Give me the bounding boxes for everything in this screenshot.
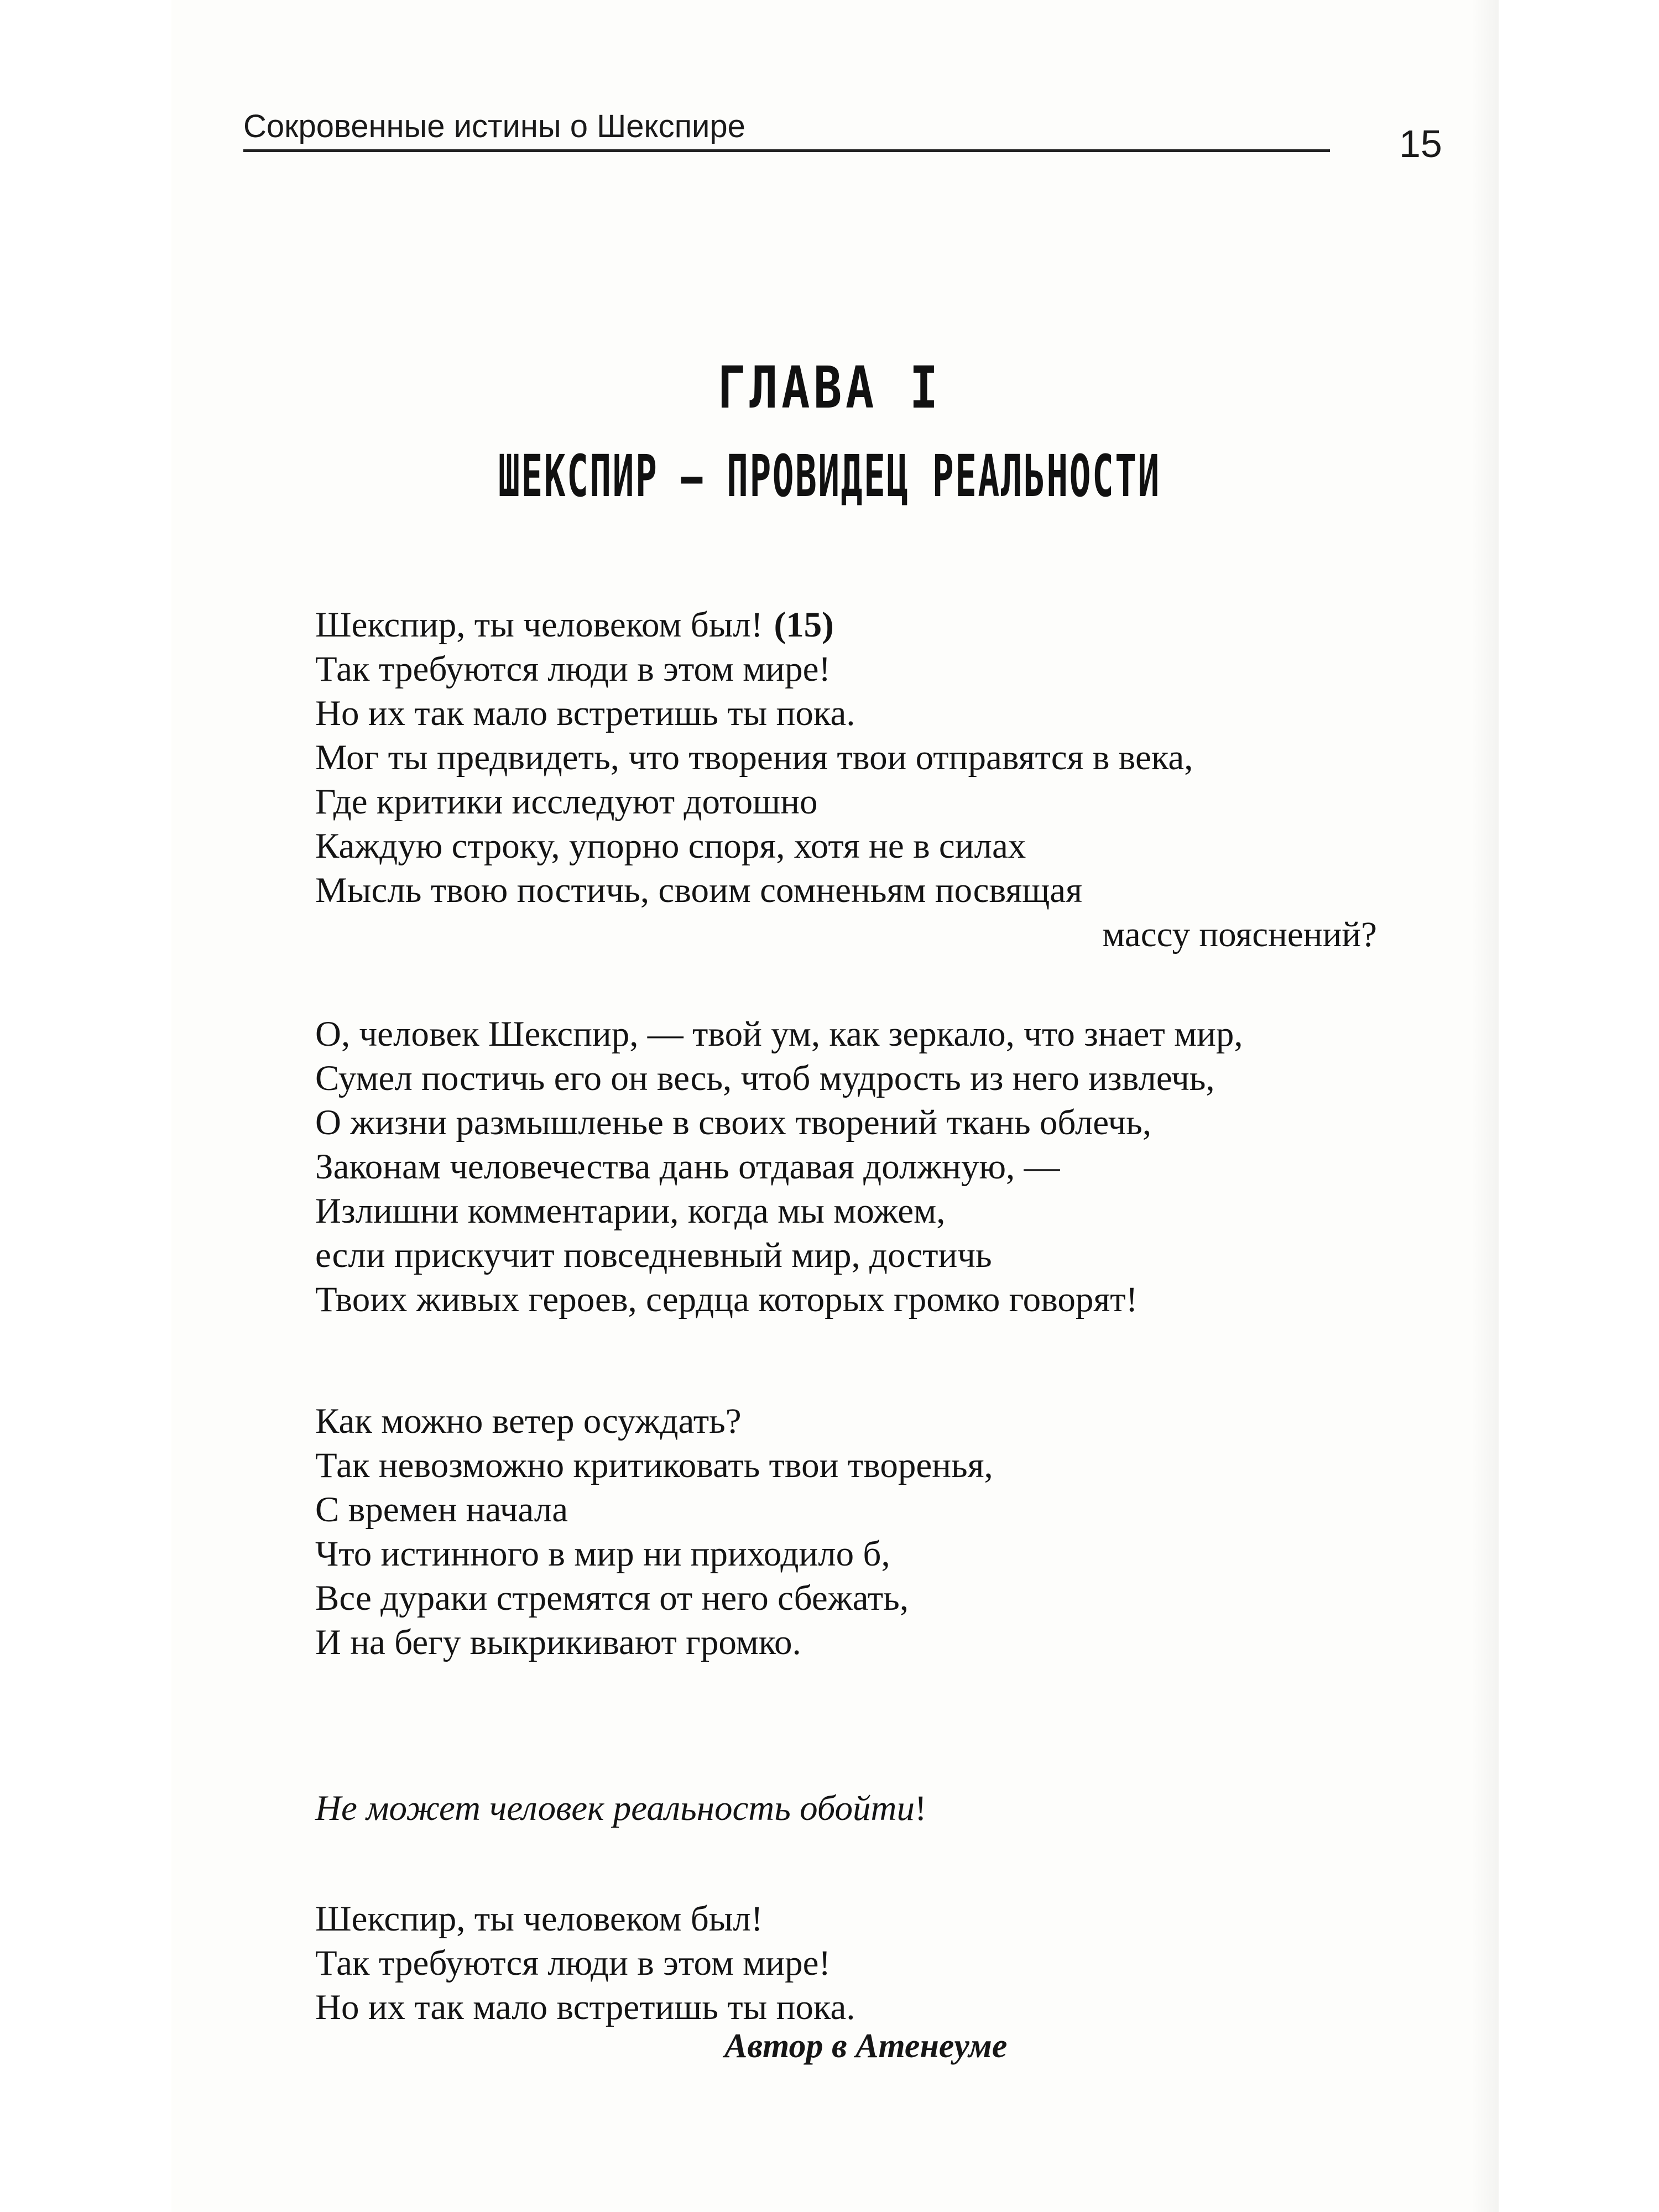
verse-line: С времен начала xyxy=(315,1490,568,1530)
verse-line: Твоих живых героев, сердца которых громко говорят! xyxy=(315,1280,1138,1319)
stanza-3 xyxy=(315,1399,993,1665)
verse-line: Все дураки стремятся от него сбежать, xyxy=(315,1578,909,1618)
footnote-reference: (15) xyxy=(774,605,834,645)
author-signature: Автор в Атенеуме xyxy=(724,2027,1008,2065)
verse-line: Мог ты предвидеть, что творения твои отправятся в века, xyxy=(315,738,1193,778)
running-title: Сокровенные истины о Шекспире xyxy=(243,108,745,144)
verse-line: Но их так мало встретишь ты пока. xyxy=(315,693,855,733)
verse-line: Что истинного в мир ни приходило б, xyxy=(315,1534,890,1574)
verse-line: И на бегу выкрикивают громко. xyxy=(315,1623,801,1662)
header-rule xyxy=(243,149,1330,152)
chapter-label: ГЛАВА I xyxy=(717,354,942,421)
exclamation-mark: ! xyxy=(915,1788,927,1828)
verse-line-continuation: массу пояснений? xyxy=(1102,915,1377,954)
verse-line: Но их так мало встретишь ты пока. xyxy=(315,1987,855,2027)
stanza-2 xyxy=(315,1012,1243,1322)
verse-line: Где критики исследуют дотошно xyxy=(315,782,818,822)
verse-line: Шекспир, ты человеком был! xyxy=(315,1899,763,1939)
chapter-title: ШЕКСПИР — ПРОВИДЕЦ РЕАЛЬНОСТИ xyxy=(498,442,1161,510)
verse-line: Каждую строку, упорно споря, хотя не в силах xyxy=(315,826,1026,866)
verse-line: Так требуются люди в этом мире! xyxy=(315,1943,831,1983)
verse-text: Шекспир, ты человеком был! xyxy=(315,605,763,645)
verse-line: Мысль твою постичь, своим сомненьям посвящая xyxy=(315,870,1083,910)
verse-line: О жизни размышленье в своих творений ткань облечь, xyxy=(315,1103,1152,1142)
verse-line: О, человек Шекспир, — твой ум, как зеркало, что знает мир, xyxy=(315,1014,1243,1054)
verse-line: Сумел постичь его он весь, чтоб мудрость из него извлечь, xyxy=(315,1058,1215,1098)
italic-text: Не может человек реальность обойти xyxy=(315,1788,915,1828)
verse-line: Так невозможно критиковать твои творенья, xyxy=(315,1446,993,1485)
stanza-1 xyxy=(315,603,1377,957)
italic-verse-line xyxy=(315,1786,927,1830)
stanza-4 xyxy=(315,1897,855,2030)
verse-line: Так требуются люди в этом мире! xyxy=(315,649,831,689)
verse-line: Законам человечества дань отдавая должную, — xyxy=(315,1147,1060,1187)
verse-line: Как можно ветер осуждать? xyxy=(315,1401,742,1441)
verse-line: если прискучит повседневный мир, достичь xyxy=(315,1235,992,1275)
verse-line xyxy=(315,603,1377,647)
verse-line: Излишни комментарии, когда мы можем, xyxy=(315,1191,946,1231)
page-edge-shadow xyxy=(1471,0,1499,2212)
page-number: 15 xyxy=(1399,122,1442,165)
